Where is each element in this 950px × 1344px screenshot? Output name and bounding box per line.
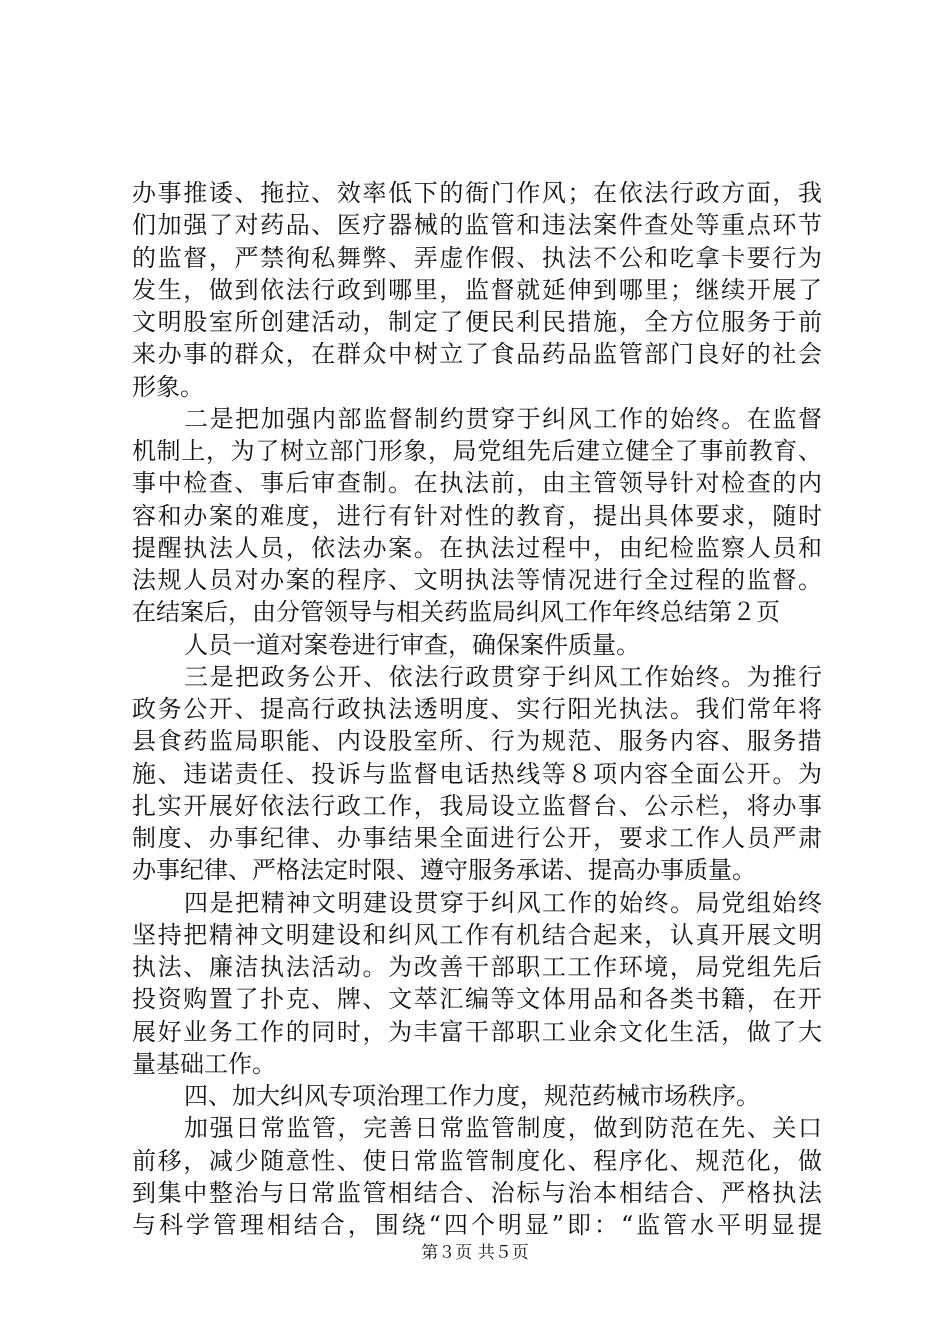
text-line: 扎实开展好依法行政工作，我局设立监督台、公示栏，将办事: [132, 791, 822, 820]
text-line: 量基础工作。: [132, 1049, 276, 1078]
paragraph: [132, 177, 822, 403]
text-line: 二是把加强内部监督制约贯穿于纠风工作的始终。在监督: [184, 404, 822, 433]
text-line: 展好业务工作的同时，为丰富干部职工业余文化生活，做了大: [132, 1017, 822, 1046]
text-line: 机制上，为了树立部门形象，局党组先后建立健全了事前教育、: [132, 437, 822, 465]
text-line: 加强日常监管，完善日常监管制度，做到防范在先、关口: [184, 1114, 822, 1143]
text-line: 与科学管理相结合，围绕“四个明显”即：“监管水平明显提: [132, 1211, 822, 1239]
paragraph: [132, 887, 822, 1081]
text-line: 文明股室所创建活动，制定了便民利民措施，全方位服务于前: [132, 308, 822, 336]
text-line: 的监督，严禁徇私舞弊、弄虚作假、执法不公和吃拿卡要行为: [132, 243, 822, 272]
text-line: 投资购置了扑克、牌、文萃汇编等文体用品和各类书籍，在开: [132, 985, 822, 1014]
text-line: 办事纪律、严格法定时限、遵守服务承诺、提高办事质量。: [132, 856, 756, 885]
page-footer: 第３页 共５页: [421, 1243, 529, 1263]
text-line: 容和办案的难度，进行有针对性的教育，提出具体要求，随时: [132, 501, 822, 530]
text-line: 在结案后，由分管领导与相关药监局纠风工作年终总结第２页: [132, 598, 780, 627]
paragraph: [132, 1080, 822, 1112]
text-line: 形象。: [132, 372, 204, 401]
text-line: 三是把政务公开、依法行政贯穿于纠风工作始终。为推行: [184, 662, 822, 691]
text-line: 发生，做到依法行政到哪里，监督就延伸到哪里；继续开展了: [132, 275, 822, 304]
paragraph: [132, 661, 822, 887]
text-line: 办事推诿、拖拉、效率低下的衙门作风；在依法行政方面，我: [132, 179, 822, 207]
paragraph: [132, 403, 822, 629]
text-line: 执法、廉洁执法活动。为改善干部职工工作环境，局党组先后: [132, 953, 822, 981]
text-line: 前移，减少随意性、使日常监管制度化、程序化、规范化，做: [132, 1146, 822, 1175]
text-line: 施、违诺责任、投诉与监督电话热线等８项内容全面公开。为: [132, 759, 822, 788]
text-line: 到集中整治与日常监管相结合、治标与治本相结合、严格执法: [132, 1178, 822, 1207]
document-body: [132, 177, 822, 1241]
text-line: 来办事的群众，在群众中树立了食品药品监管部门良好的社会: [132, 340, 822, 369]
text-line: 们加强了对药品、医疗器械的监管和违法案件查处等重点环节: [132, 211, 822, 240]
text-line: 事中检查、事后审查制。在执法前，由主管领导针对检查的内: [132, 469, 822, 498]
paragraph: [132, 629, 822, 661]
text-line: 制度、办事纪律、办事结果全面进行公开，要求工作人员严肃: [132, 824, 822, 852]
text-line: 政务公开、提高行政执法透明度、实行阳光执法。我们常年将: [132, 695, 822, 723]
text-line: 县食药监局职能、内设股室所、行为规范、服务内容、服务措: [132, 727, 822, 756]
text-line: 坚持把精神文明建设和纠风工作有机结合起来，认真开展文明: [132, 920, 822, 949]
paragraph: [132, 1112, 822, 1241]
text-line: 人员一道对案卷进行审查，确保案件质量。: [184, 630, 640, 659]
text-line: 四、加大纠风专项治理工作力度，规范药械市场秩序。: [184, 1082, 760, 1110]
text-line: 提醒执法人员，依法办案。在执法过程中，由纪检监察人员和: [132, 533, 822, 562]
text-line: 法规人员对办案的程序、文明执法等情况进行全过程的监督。: [132, 566, 822, 594]
text-line: 四是把精神文明建设贯穿于纠风工作的始终。局党组始终: [184, 888, 822, 917]
